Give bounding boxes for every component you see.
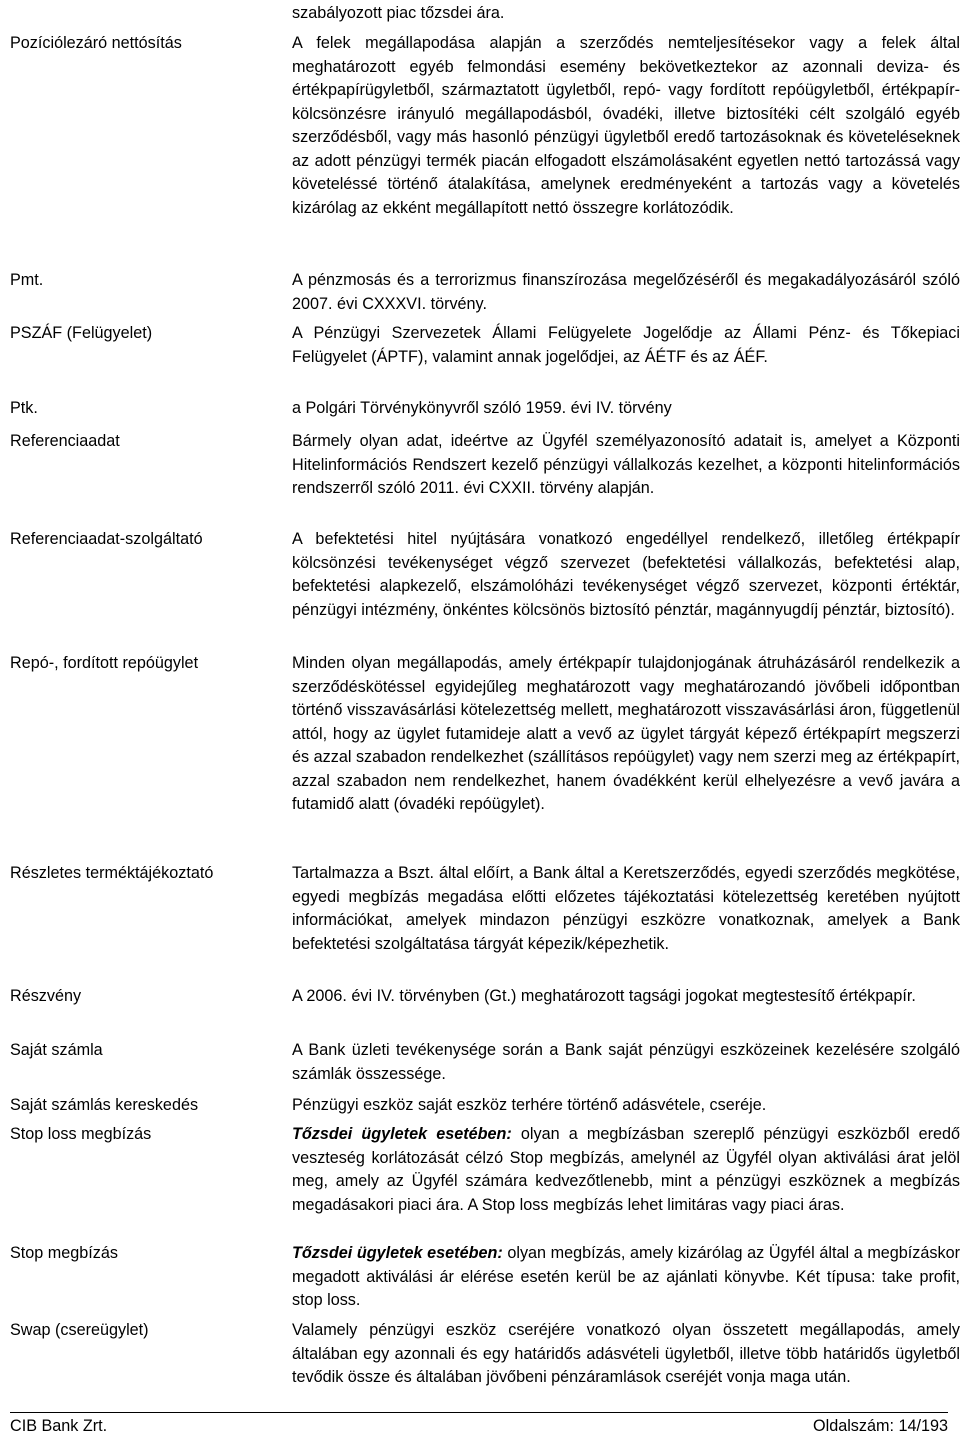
entry-term: Részvény <box>10 987 82 1005</box>
entry-term: Referenciaadat <box>10 432 120 450</box>
entry-definition: Pénzügyi eszköz saját eszköz terhére történő adásvétele, cseréje. <box>292 1096 767 1114</box>
entry-definition: A 2006. évi IV. törvényben (Gt.) meghatározott tagsági jogokat megtestesítő értékpapír. <box>292 987 916 1005</box>
entry-definition: A Pénzügyi Szervezetek Állami Felügyelete Jogelődje az Állami Pénz- és Tőkepiaci Felügyelet (ÁPTF), valamint annak jogelődjei, az ÁÉTF és az ÁÉF. <box>292 324 960 366</box>
entry-term: Saját számlás kereskedés <box>10 1096 199 1114</box>
page-footer <box>10 1412 948 1439</box>
entry-definition: Minden olyan megállapodás, amely értékpapír tulajdonjogának átruházásáról rendelkezik a szerződéskötéssel egyidejűleg meghatározott vagy meghatározandó jövőbeli időpontban történő visszavásárlási kötelezettség mellett, meghatározott visszavásárlási áron, függetlenül attól, hogy az ügylet futamideje alatt a vevő az ügylet tárgyát képező értékpapírt megszerzi és azzal szabadon rendelkezhet (szállításos repóügylet) vagy nem szerzi meg az értékpapírt, azzal szabadon nem rendelkezhet, hanem óvadékként kerül elhelyezésre a vevő javára a futamidő alatt (óvadéki repóügylet). <box>292 654 960 813</box>
entry-term: PSZÁF (Felügyelet) <box>10 324 153 342</box>
entry-lead: Tőzsdei ügyletek esetében: <box>292 1125 512 1143</box>
continuation-text: szabályozott piac tőzsdei ára. <box>292 4 505 22</box>
entry-definition: A Bank üzleti tevékenysége során a Bank saját pénzügyi eszközeinek kezelésére szolgáló számlák összessége. <box>292 1041 960 1083</box>
entry-term: Ptk. <box>10 399 38 417</box>
entry-definition: a Polgári Törvénykönyvről szóló 1959. évi IV. törvény <box>292 399 672 417</box>
entry-term: Saját számla <box>10 1041 103 1059</box>
entry-term: Részletes terméktájékoztató <box>10 864 214 882</box>
entry-definition-text: olyan a megbízásban szereplő pénzügyi eszközből eredő veszteség korlátozását célzó Stop megbízás, amelynél az Ügyfél olyan aktiválási árat jelöl meg, amely az Ügyfél számára kedvezőtlenebb, mint a pénzügyi eszköznek a megbízás megadásakori piaci ára. A Stop loss megbízás lehet limitáras vagy piaci áras. <box>292 1125 960 1214</box>
entry-definition: A felek megállapodása alapján a szerződés nemteljesítésekor vagy a felek által meghatározott egyéb felmondási esemény bekövetkeztekor az azonnali deviza- és értékpapírügyletből, származtatott ügyletből, repó- vagy fordított repóügyletből, értékpapír-kölcsönzésre irányuló megállapodásból, óvadéki, illetve biztosítéki célt szolgáló egyéb szerződésből, vagy más hasonló pénzügyi ügyletből eredő tartozásoknak és követeléseknek az adott pénzügyi termék piacán elfogadott elszámolásaként egyetlen nettó tartozássá vagy követeléssé történő átalakítása, amelynek eredményeként a tartozás vagy a követelés kizárólag az ekként megállapított nettó összegre korlátozódik. <box>292 34 960 217</box>
entry-definition: A befektetési hitel nyújtására vonatkozó engedéllyel rendelkező, illetőleg értékpapír kölcsönzési tevékenységet végző szervezet (befektetési vállalkozás, befektetési alap, befektetési alapkezelő, elszámolóházi tevékenységet végző szervezet, központi értéktár, pénzügyi intézmény, önkéntes kölcsönös biztosító pénztár, magánnyugdíj pénztár, biztosító). <box>292 530 960 619</box>
entry-term: Repó-, fordított repóügylet <box>10 654 199 672</box>
entry-term: Stop loss megbízás <box>10 1125 152 1143</box>
entry-definition: Bármely olyan adat, ideértve az Ügyfél személyazonosító adatait is, amelyet a Központi Hitelinformációs Rendszert kezelő pénzügyi vállalkozás kezelhet, a központi hitelinformációs rendszerről szóló 2011. évi CXXII. törvény alapján. <box>292 432 960 497</box>
entry-term: Referenciaadat-szolgáltató <box>10 530 203 548</box>
entry-definition: A pénzmosás és a terrorizmus finanszírozása megelőzéséről és megakadályozásáról szóló 2007. évi CXXXVI. törvény. <box>292 271 960 313</box>
entry-term: Stop megbízás <box>10 1244 118 1262</box>
footer-page-number: Oldalszám: 14/193 <box>813 1417 948 1435</box>
entry-definition: Tartalmazza a Bszt. által előírt, a Bank által a Keretszerződés, egyedi szerződés megkötése, egyedi megbízás megadása előtti előzetes tájékoztatási kötelezettség keretében nyújtott információkat, amelyek mindazon pénzügyi eszközre vonatkoznak, amelyek a Bank befektetési szolgáltatása tárgyát képezik/képezhetik. <box>292 864 960 953</box>
entry-term: Pozíciólezáró nettósítás <box>10 34 182 52</box>
entry-lead: Tőzsdei ügyletek esetében: <box>292 1244 503 1262</box>
entry-definition <box>292 1242 960 1313</box>
footer-company: CIB Bank Zrt. <box>10 1417 108 1435</box>
entry-definition: Valamely pénzügyi eszköz cseréjére vonatkozó olyan összetett megállapodás, amely általában egy azonnali és egy határidős adásvételi ügyletből, illetve több határidős ügyletből tevődik össze és általában jövőbeni pénzáramlások cseréjét vonja maga után. <box>292 1321 960 1386</box>
entry-definition-text: olyan megbízás, amely kizárólag az Ügyfél által a megbízáskor megadott aktiválási ár elérése esetén kerül be az ajánlati könyvbe. Két típusa: take profit, stop loss. <box>292 1244 960 1309</box>
entry-definition <box>292 1123 960 1217</box>
entry-term: Pmt. <box>10 271 44 289</box>
entry-term: Swap (csereügylet) <box>10 1321 149 1339</box>
